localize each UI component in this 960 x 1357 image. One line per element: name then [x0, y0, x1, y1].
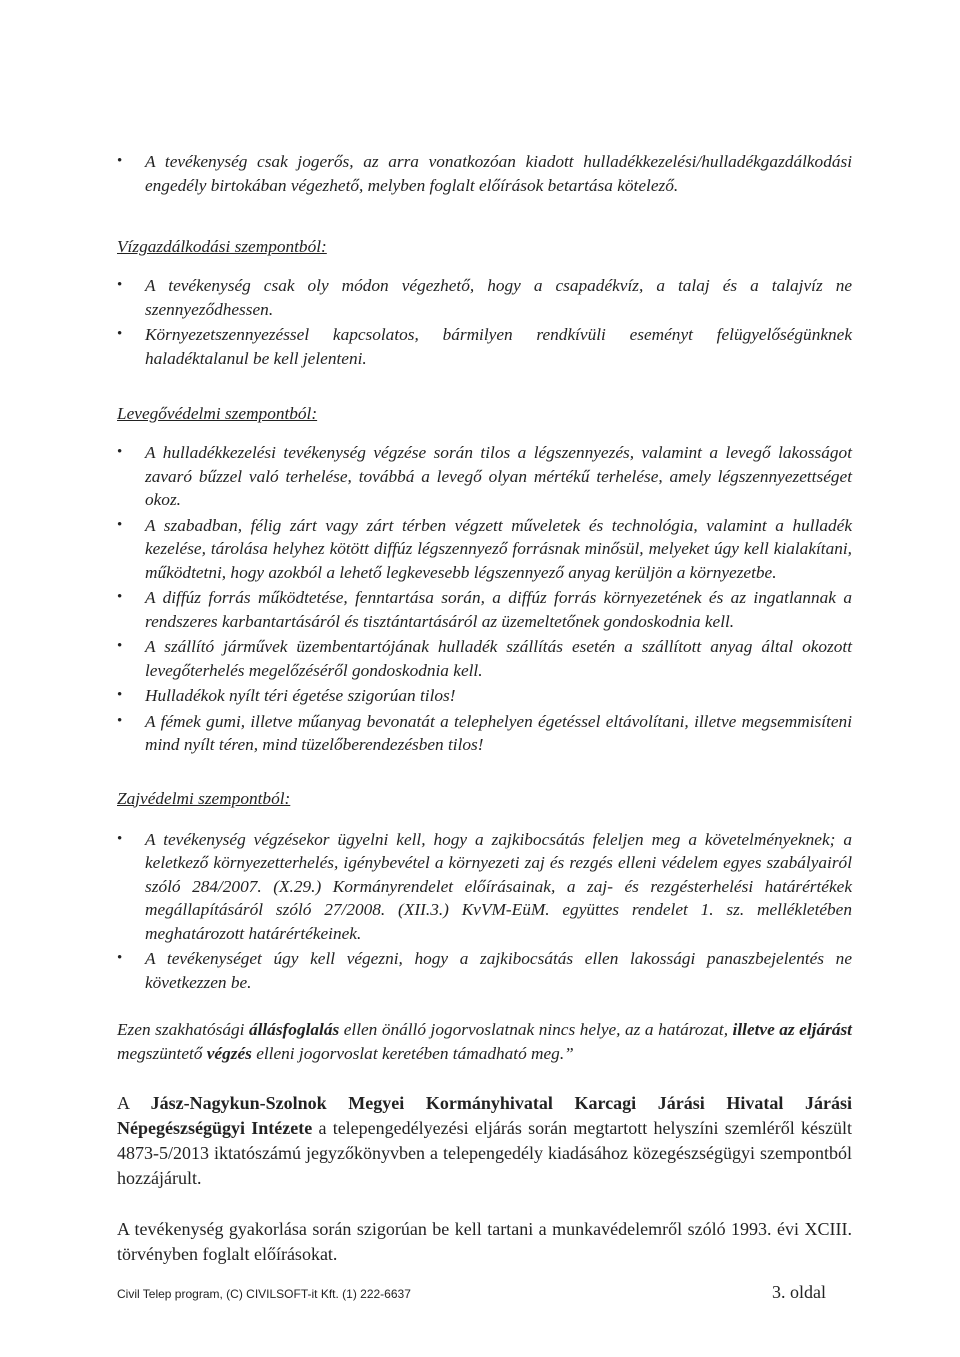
footer-page-number: 3. oldal: [772, 1282, 826, 1302]
work-safety-paragraph: A tevékenység gyakorlása során szigorúan be kell tartani a munkavédelemről szóló 1993. évi XCIII. törvényben foglalt előírásokat.: [117, 1219, 852, 1264]
noise-section-heading: Zajvédelmi szempontból:: [117, 788, 291, 808]
intro-bullet-list: [117, 150, 852, 197]
list-item: • A hulladékkezelési tevékenység végzése során tilos a légszennyezés, valamint a levegő lakosságot zavaró bűzzel való terhelése, továbbá a levegő olyan mértékű terhelése, amely légszennyezettséget okoz.: [117, 441, 852, 512]
authority-name: Jász-Nagykun-Szolnok Megyei Kormányhivatal Karcagi Járási Hivatal Járási Népegészségügyi Intézete: [117, 1093, 852, 1138]
text-run: Ezen szakhatósági: [117, 1020, 249, 1039]
list-item: • A tevékenység csak oly módon végezhető, hogy a csapadékvíz, a talaj és a talajvíz ne szennyeződhessen.: [117, 274, 852, 321]
water-section-heading: Vízgazdálkodási szempontból:: [117, 237, 327, 256]
list-item: • A szállító járművek üzembentartójának hulladék szállítás esetén a szállított anyag által okozott levegőterhelés megelőzéséről gondoskodnia kell.: [117, 635, 852, 682]
footer-program-credit: Civil Telep program, (C) CIVILSOFT-it Kft. (1) 222-6637: [117, 1287, 411, 1301]
bold-term: végzés: [206, 1043, 252, 1063]
list-item: • A tevékenységet úgy kell végezni, hogy a zajkibocsátás ellen lakossági panaszbejelentés ne következzen be.: [117, 947, 852, 994]
noise-bullet-list: [117, 828, 852, 995]
bold-term: állásfoglalás: [248, 1020, 340, 1039]
water-bullet-list: [117, 274, 852, 370]
closing-quote-paragraph: [117, 1018, 852, 1065]
text-run: megszüntető: [117, 1043, 207, 1063]
list-item: • A fémek gumi, illetve műanyag bevonatát a telephelyen égetéssel eltávolítani, illetve megsemmisíteni mind nyílt téren, mind tüzelőberendezésben tilos!: [117, 710, 852, 757]
document-body: [117, 150, 852, 1267]
authority-paragraph: [117, 1091, 852, 1191]
text-run: a telepengedélyezési eljárás során megtartott helyszíni szemléről készült 4873-5/2013 iktatószámú jegyzőkönyvben a telepengedély kiadásához közegészségügyi szempontból hozzájárult.: [117, 1118, 852, 1188]
bold-term: illetve az eljárást: [732, 1020, 852, 1039]
air-bullet-list: [117, 441, 852, 757]
list-item: • Környezetszennyezéssel kapcsolatos, bármilyen rendkívüli eseményt felügyelőségünknek haladéktalanul be kell jelenteni.: [117, 323, 852, 370]
list-item: • A tevékenység végzésekor ügyelni kell, hogy a zajkibocsátás feleljen meg a követelményeknek; a keletkező környezetterhelés, igénybevétel a környezeti zaj és rezgés elleni védelem egyes szabályairól szóló 284/2007. (X.29.) Kormányrendelet előírásainak, a zaj- és rezgésterhelési határértékek megállapításáról szóló 27/2008. (XII.3.) KvVM-EüM. együttes rendelet 1. sz. mellékletében meghatározott határértékeinek.: [117, 828, 852, 946]
text-run: elleni jogorvoslat keretében támadható meg.”: [251, 1043, 574, 1063]
text-run: ellen önálló jogorvoslatnak nincs helye, az a határozat,: [339, 1020, 733, 1039]
list-item: • A szabadban, félig zárt vagy zárt térben végzett műveletek és technológia, valamint a hulladék kezelése, tárolása helyhez kötött diffúz légszennyező forrásnak minősül, melyeket úgy kell kialakítani, működtetni, hogy azokból a lehető legkevesebb légszennyező anyag kerüljön a környezetbe.: [117, 514, 852, 585]
list-item: • A tevékenység csak jogerős, az arra vonatkozóan kiadott hulladékkezelési/hulladékgazdálkodási engedély birtokában végezhető, melyben foglalt előírások betartása kötelező.: [117, 150, 852, 197]
text-run: A: [117, 1093, 151, 1113]
list-item: • Hulladékok nyílt téri égetése szigorúan tilos!: [117, 684, 852, 708]
list-item: • A diffúz forrás működtetése, fenntartása során, a diffúz forrás környezetének és az ingatlannak a rendszeres karbantartásáról és tisztántartásáról az üzemeltetőnek gondoskodnia kell.: [117, 586, 852, 633]
air-section-heading: Levegővédelmi szempontból:: [117, 404, 318, 423]
